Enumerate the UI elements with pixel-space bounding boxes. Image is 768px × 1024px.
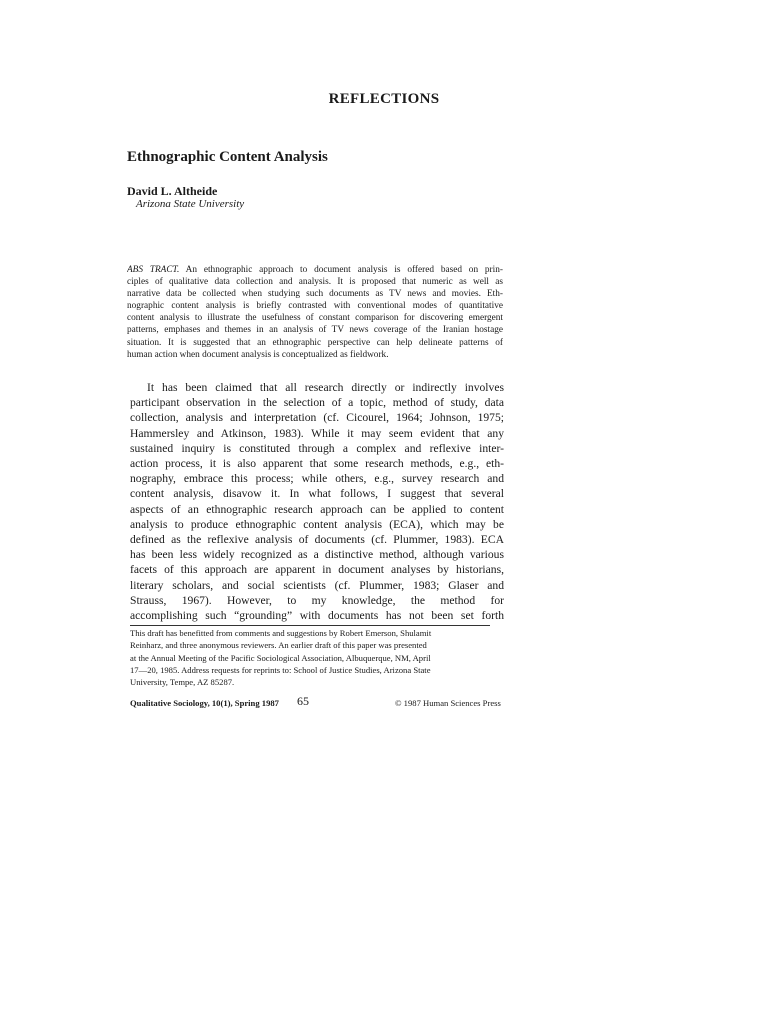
section-heading: REFLECTIONS <box>328 91 440 107</box>
abstract-label: ABS TRACT. <box>127 265 180 275</box>
body-line: collection, analysis and interpretation (cf. Cicourel, 1964; Johnson, 1975; <box>130 411 504 425</box>
body-line: participant observation in the selection of a topic, method of study, data <box>130 396 504 410</box>
page-number: 65 <box>297 694 309 708</box>
body-line: It has been claimed that all research directly or indirectly involves <box>147 381 504 394</box>
body-line: content analysis, disavow it. In what follows, I suggest that several <box>130 487 504 501</box>
body-line: sustained inquiry is constituted through a complex and reflexive inter- <box>130 441 504 455</box>
body-line: analysis to produce ethnographic content analysis (ECA), which may be <box>130 517 504 531</box>
abstract-line: ciples of qualitative data collection and analysis. It is proposed that numeric as well as <box>127 277 503 288</box>
abstract-line: human action when document analysis is conceptualized as fieldwork. <box>127 349 389 360</box>
footnote-line: Reinharz, and three anonymous reviewers. An earlier draft of this paper was presented <box>130 640 427 651</box>
abstract-line: nographic content analysis is briefly contrasted with conventional modes of quantitative <box>127 301 503 312</box>
body-line: has been less widely recognized as a distinctive method, although various <box>130 548 504 562</box>
author-affiliation: Arizona State University <box>136 198 245 210</box>
body-line: nography, embrace this process; while others, e.g., survey research and <box>130 472 504 486</box>
body-line: literary scholars, and social scientists (cf. Plummer, 1983; Glaser and <box>130 578 504 592</box>
footnote <box>130 627 490 688</box>
journal-citation: Qualitative Sociology, 10(1), Spring 1987 <box>130 698 279 708</box>
body-line: action process, it is also apparent that some research methods, e.g., eth- <box>130 457 504 471</box>
abstract-line: ABS TRACT. An ethnographic approach to document analysis is offered based on prin- <box>127 265 503 275</box>
footnote-line: This draft has benefitted from comments and suggestions by Robert Emerson, Shulamit <box>130 628 432 638</box>
body-line: aspects of an ethnographic research approach can be applied to content <box>130 502 504 516</box>
body-line: defined as the reflexive analysis of documents (cf. Plummer, 1983). ECA <box>130 533 504 547</box>
footnote-line: at the Annual Meeting of the Pacific Sociological Association, Albuquerque, NM, April <box>130 652 431 663</box>
abstract-line: narrative data be collected when studying such documents as TV news and movies. Eth- <box>127 289 503 300</box>
copyright-notice: © 1987 Human Sciences Press <box>395 698 501 708</box>
footnote-line: University, Tempe, AZ 85287. <box>130 677 235 688</box>
author-name: David L. Altheide <box>127 184 218 198</box>
abstract-line: situation. It is suggested that an ethnographic perspective can help delineate patterns of <box>127 337 503 348</box>
abstract <box>127 264 503 361</box>
footnote-line: 17—20, 1985. Address requests for reprints to: School of Justice Studies, Arizona State <box>130 664 431 675</box>
body-line: Hammersley and Atkinson, 1983). While it may seem evident that any <box>130 426 504 440</box>
body-paragraph <box>130 380 504 623</box>
abstract-line: patterns, emphases and themes in an analysis of TV news coverage of the Iranian hostage <box>127 325 503 336</box>
abstract-line: content analysis to illustrate the usefulness of constant comparison for discovering emergent <box>127 313 503 324</box>
article-title: Ethnographic Content Analysis <box>127 149 328 165</box>
footnote-divider <box>130 625 490 626</box>
body-line: accomplishing such “grounding” with documents has not been set forth <box>130 609 504 623</box>
body-line: facets of this approach are apparent in document analyses by historians, <box>130 563 504 577</box>
body-line: Strauss, 1967). However, to my knowledge, the method for <box>130 593 504 607</box>
